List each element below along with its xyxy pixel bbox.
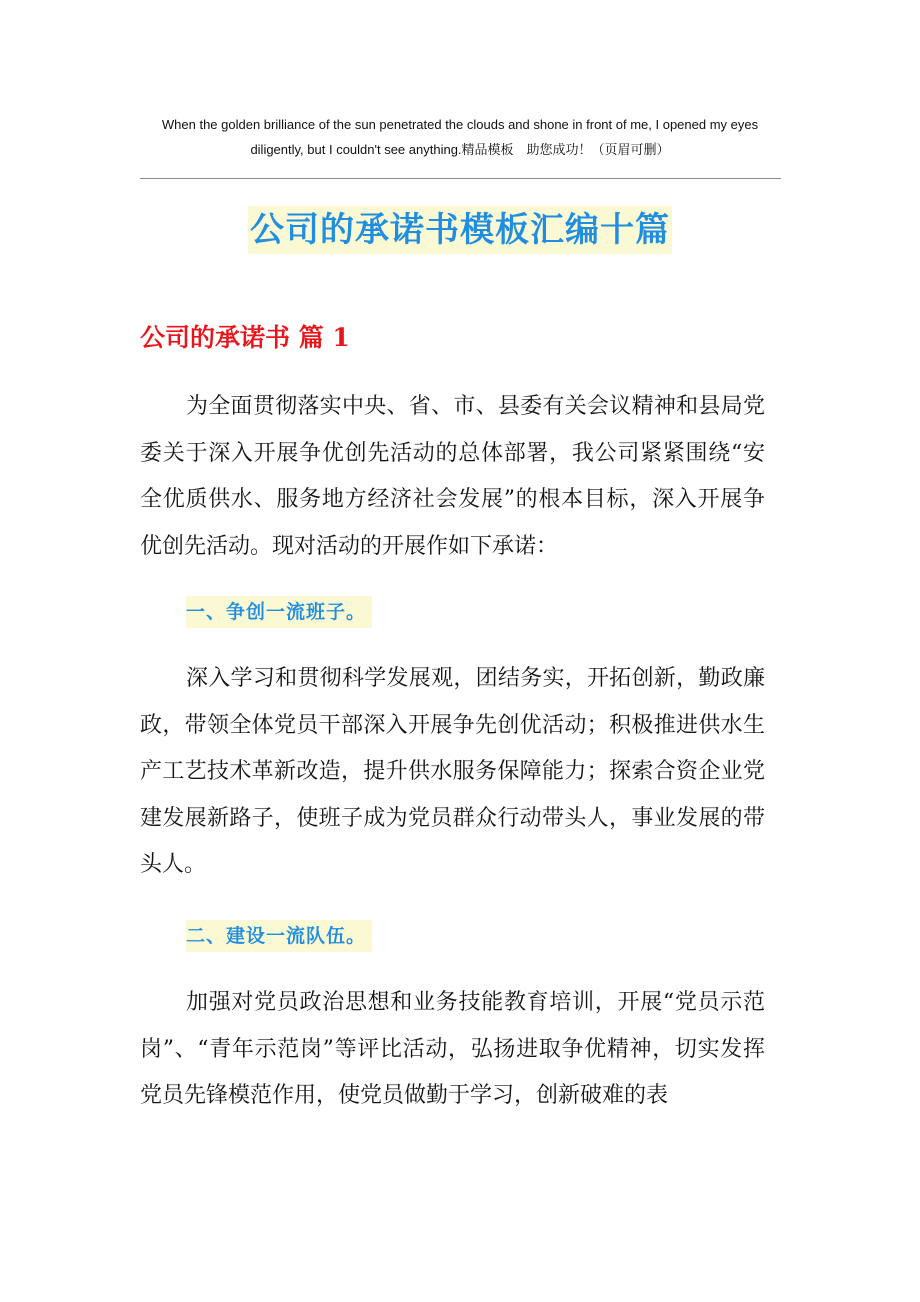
item-heading-2 (186, 920, 372, 952)
item-body-1: 深入学习和贯彻科学发展观，团结务实，开拓创新，勤政廉政，带领全体党员干部深入开展争先创优活动；积极推进供水生产工艺技术革新改造，提升供水服务保障能力；探索合资企业党建发展新路子，使班子成为党员群众行动带头人，事业发展的带头人。 (140, 666, 765, 877)
intro-paragraph: 为全面贯彻落实中央、省、市、县委有关会议精神和县局党委关于深入开展争优创先活动的总体部署，我公司紧紧围绕“安全优质供水、服务地方经济社会发展”的根本目标，深入开展争优创先活动。现对活动的开展作如下承诺： (140, 394, 765, 559)
header-line-1: When the golden brilliance of the sun penetrated the clouds and shone in front of me, I opened my eyes (161, 117, 759, 132)
item-heading-2-text: 二、建设一流队伍。 (186, 920, 372, 952)
item-heading-1-text: 一、争创一流班子。 (186, 596, 372, 628)
header-line-2: diligently, but I couldn't see anything.精品模板 助您成功！（页眉可删） (250, 142, 670, 157)
section-title: 公司的承诺书 篇 1 (140, 323, 350, 352)
page-header-note (140, 112, 780, 162)
document-title-wrap (0, 206, 920, 254)
item-body-2: 加强对党员政治思想和业务技能教育培训，开展“党员示范岗”、“青年示范岗”等评比活动，弘扬进取争优精神，切实发挥党员先锋模范作用，使党员做勤于学习，创新破难的表 (140, 990, 765, 1108)
header-divider (140, 178, 781, 179)
item-heading-1 (186, 596, 372, 628)
document-title: 公司的承诺书模板汇编十篇 (248, 206, 672, 254)
